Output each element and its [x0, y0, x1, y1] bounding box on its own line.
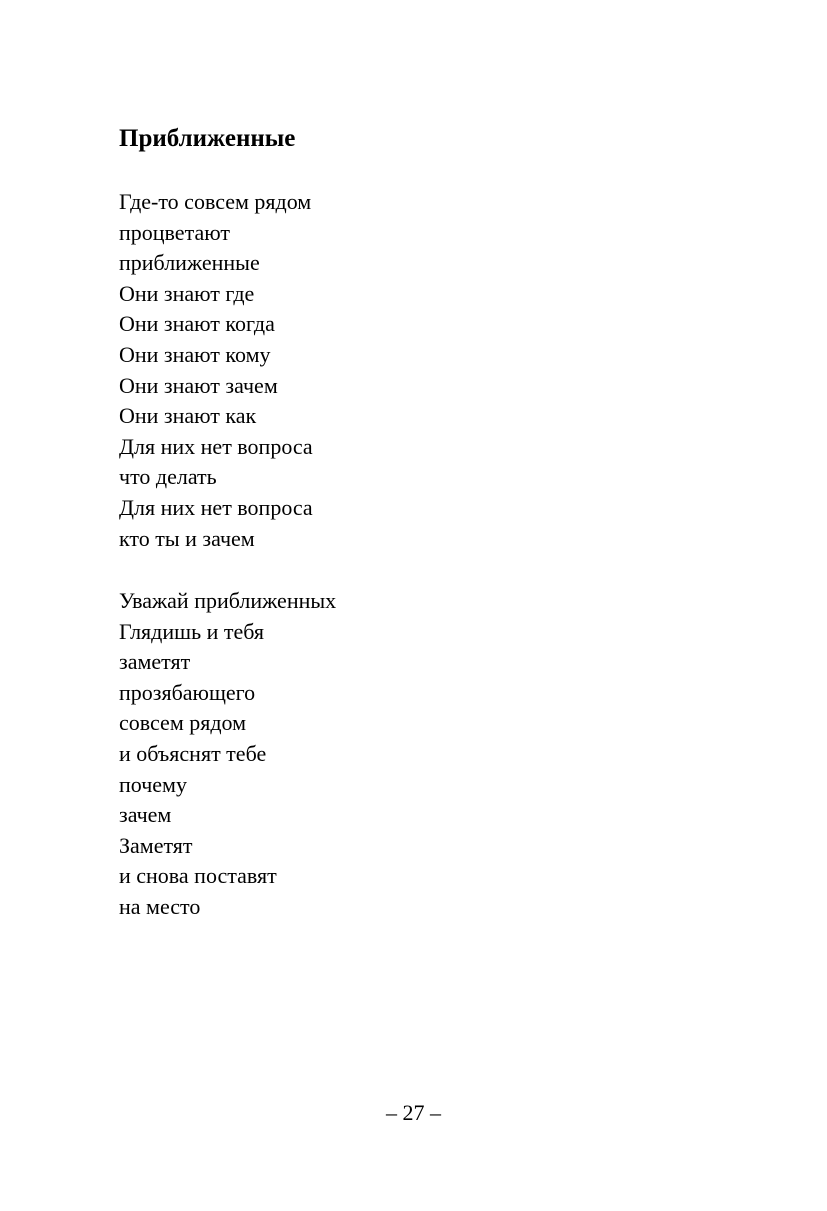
- poem-line: прозябающего: [119, 679, 256, 705]
- stanza-2: [119, 586, 336, 923]
- poem-line: зачем: [119, 802, 172, 828]
- poem-line: Они знают где: [119, 280, 255, 306]
- poem-line: почему: [119, 771, 187, 797]
- poem-line: приближенные: [119, 250, 260, 276]
- poem-line: на место: [119, 893, 201, 919]
- poem-line: заметят: [119, 649, 191, 675]
- poem-line: Они знают как: [119, 403, 257, 429]
- poem-title: Приближенные: [119, 125, 296, 152]
- poem-line: Они знают зачем: [119, 372, 278, 398]
- poem-line: совсем рядом: [119, 710, 247, 736]
- poem-line: кто ты и зачем: [119, 525, 255, 551]
- poem-line: Они знают когда: [119, 311, 275, 337]
- poem-line: Уважай приближенных: [119, 588, 337, 613]
- page-number: – 27 –: [386, 1100, 441, 1125]
- poem-line: Для них нет вопроса: [119, 494, 313, 520]
- poem-line: что делать: [119, 464, 217, 490]
- poem-line: Для них нет вопроса: [119, 433, 313, 459]
- stanza-1: [119, 187, 313, 554]
- poem-line: Глядишь и тебя: [119, 618, 265, 644]
- poem-line: Где-то совсем рядом: [119, 189, 312, 214]
- poem-line: и объяснят тебе: [119, 740, 267, 766]
- poem-line: Заметят: [119, 832, 193, 858]
- poem-line: и снова поставят: [119, 863, 277, 889]
- poem-line: процветают: [119, 219, 230, 245]
- poem-line: Они знают кому: [119, 341, 271, 367]
